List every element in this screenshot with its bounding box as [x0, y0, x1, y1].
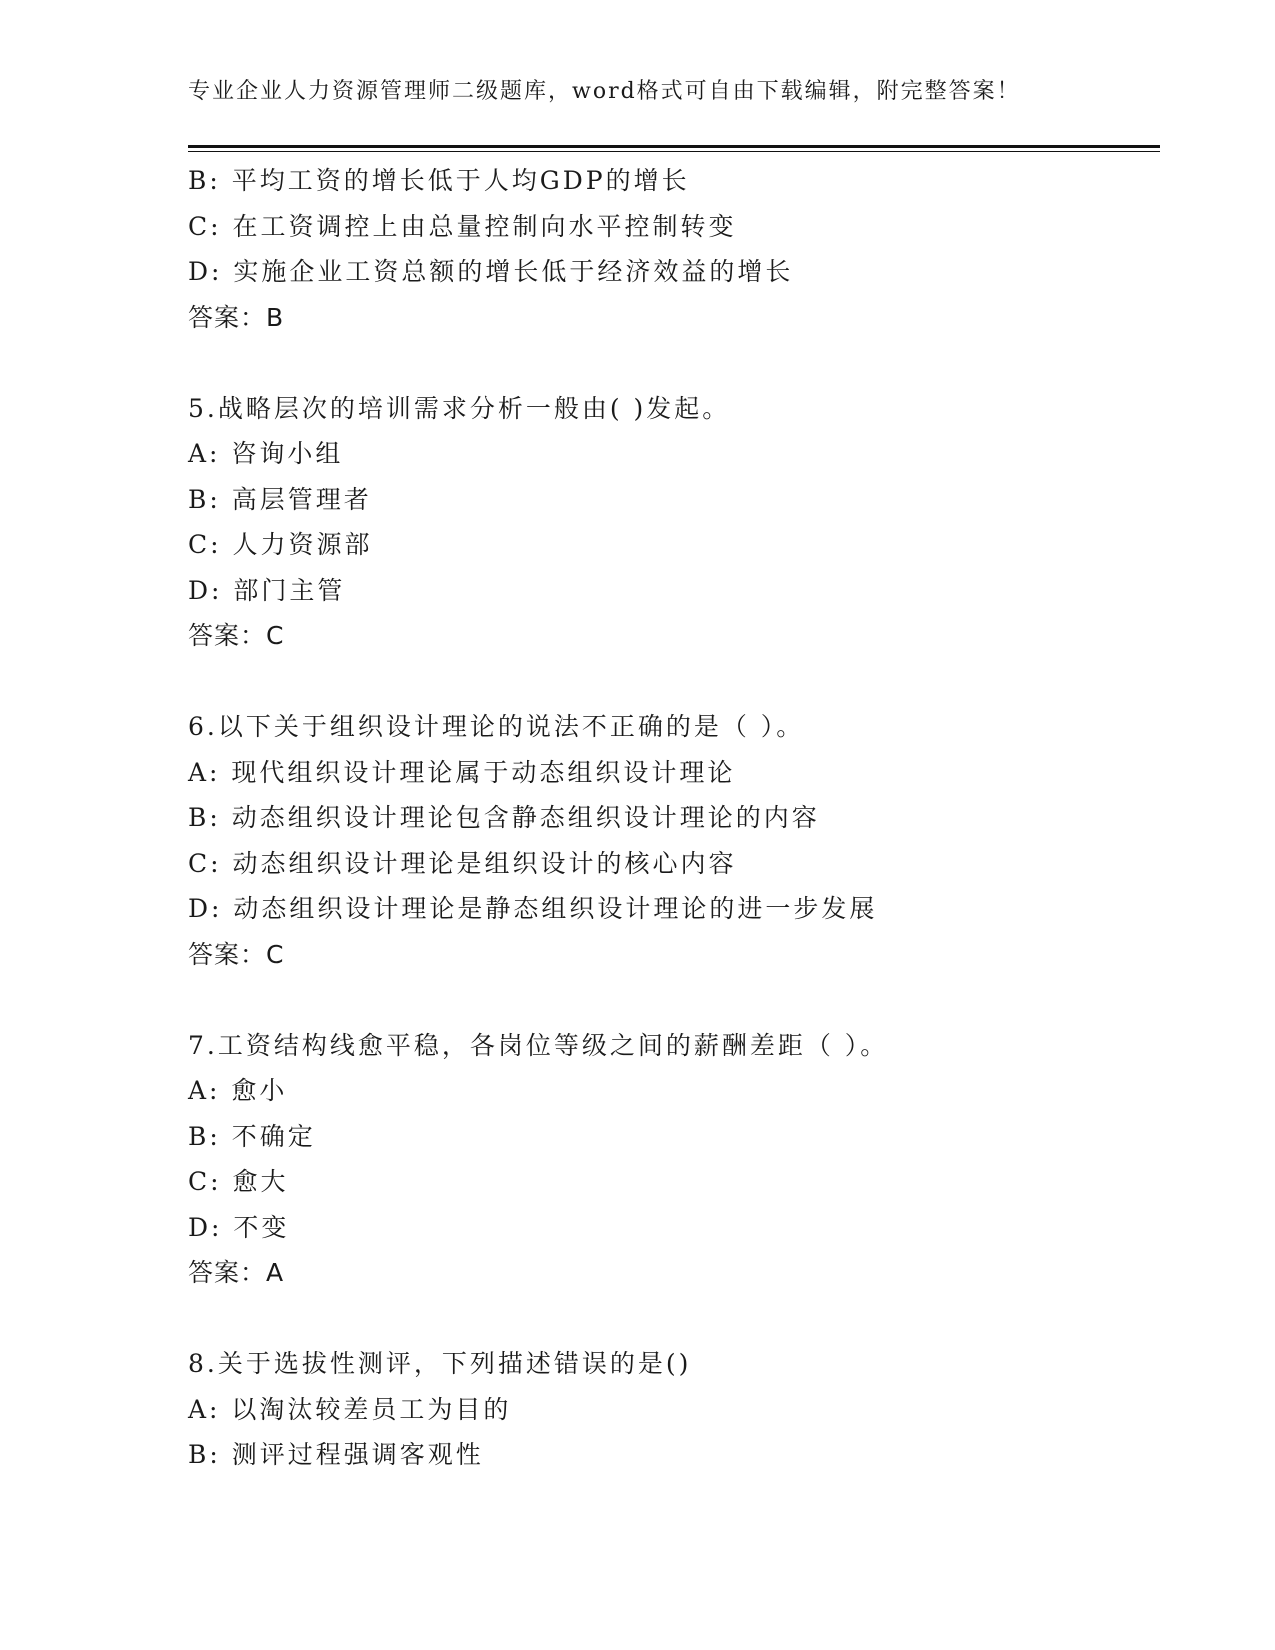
spacer — [188, 977, 1168, 1023]
option-b: B: 不确定 — [188, 1121, 316, 1151]
question-stem: 6.以下关于组织设计理论的说法不正确的是（ ）。 — [188, 712, 805, 741]
option-b: B: 平均工资的增长低于人均GDP的增长 — [188, 166, 690, 195]
question-5 — [188, 386, 1168, 659]
spacer — [188, 1296, 1168, 1342]
option-d: D: 部门主管 — [188, 575, 346, 605]
answer-line: 答案：C — [188, 621, 285, 650]
option-b: B: 动态组织设计理论包含静态组织设计理论的内容 — [188, 803, 820, 832]
spacer — [188, 659, 1168, 705]
option-d: D: 不变 — [188, 1212, 290, 1242]
answer-line: 答案：C — [188, 939, 285, 969]
header-divider — [188, 145, 1160, 152]
option-c: C: 在工资调控上由总量控制向水平控制转变 — [188, 211, 737, 241]
option-a: A: 愈小 — [188, 1076, 288, 1105]
question-7 — [188, 1023, 1168, 1296]
option-b: B: 测评过程强调客观性 — [188, 1440, 484, 1469]
option-c: C: 愈大 — [188, 1167, 289, 1196]
option-c: C: 人力资源部 — [188, 530, 373, 559]
option-b: B: 高层管理者 — [188, 484, 372, 514]
option-d: D: 实施企业工资总额的增长低于经济效益的增长 — [188, 257, 794, 286]
option-c: C: 动态组织设计理论是组织设计的核心内容 — [188, 848, 737, 878]
page-header: 专业企业人力资源管理师二级题库，word格式可自由下载编辑，附完整答案！ — [188, 79, 1021, 104]
question-stem: 8.关于选拔性测评，下列描述错误的是() — [188, 1349, 692, 1378]
answer-line: 答案：B — [188, 302, 285, 332]
spacer — [188, 340, 1168, 386]
option-d: D: 动态组织设计理论是静态组织设计理论的进一步发展 — [188, 894, 878, 923]
option-a: A: 咨询小组 — [188, 439, 344, 468]
question-stem: 7.工资结构线愈平稳，各岗位等级之间的薪酬差距（ ）。 — [188, 1030, 889, 1060]
question-6 — [188, 704, 1168, 977]
question-content — [188, 158, 1168, 1478]
question-8 — [188, 1341, 1168, 1478]
answer-line: 答案：A — [188, 1258, 285, 1287]
option-a: A: 以淘汰较差员工为目的 — [188, 1394, 512, 1424]
question-stem: 5.战略层次的培训需求分析一般由( )发起。 — [188, 393, 731, 423]
question-4-continued — [188, 158, 1168, 340]
option-a: A: 现代组织设计理论属于动态组织设计理论 — [188, 757, 736, 787]
